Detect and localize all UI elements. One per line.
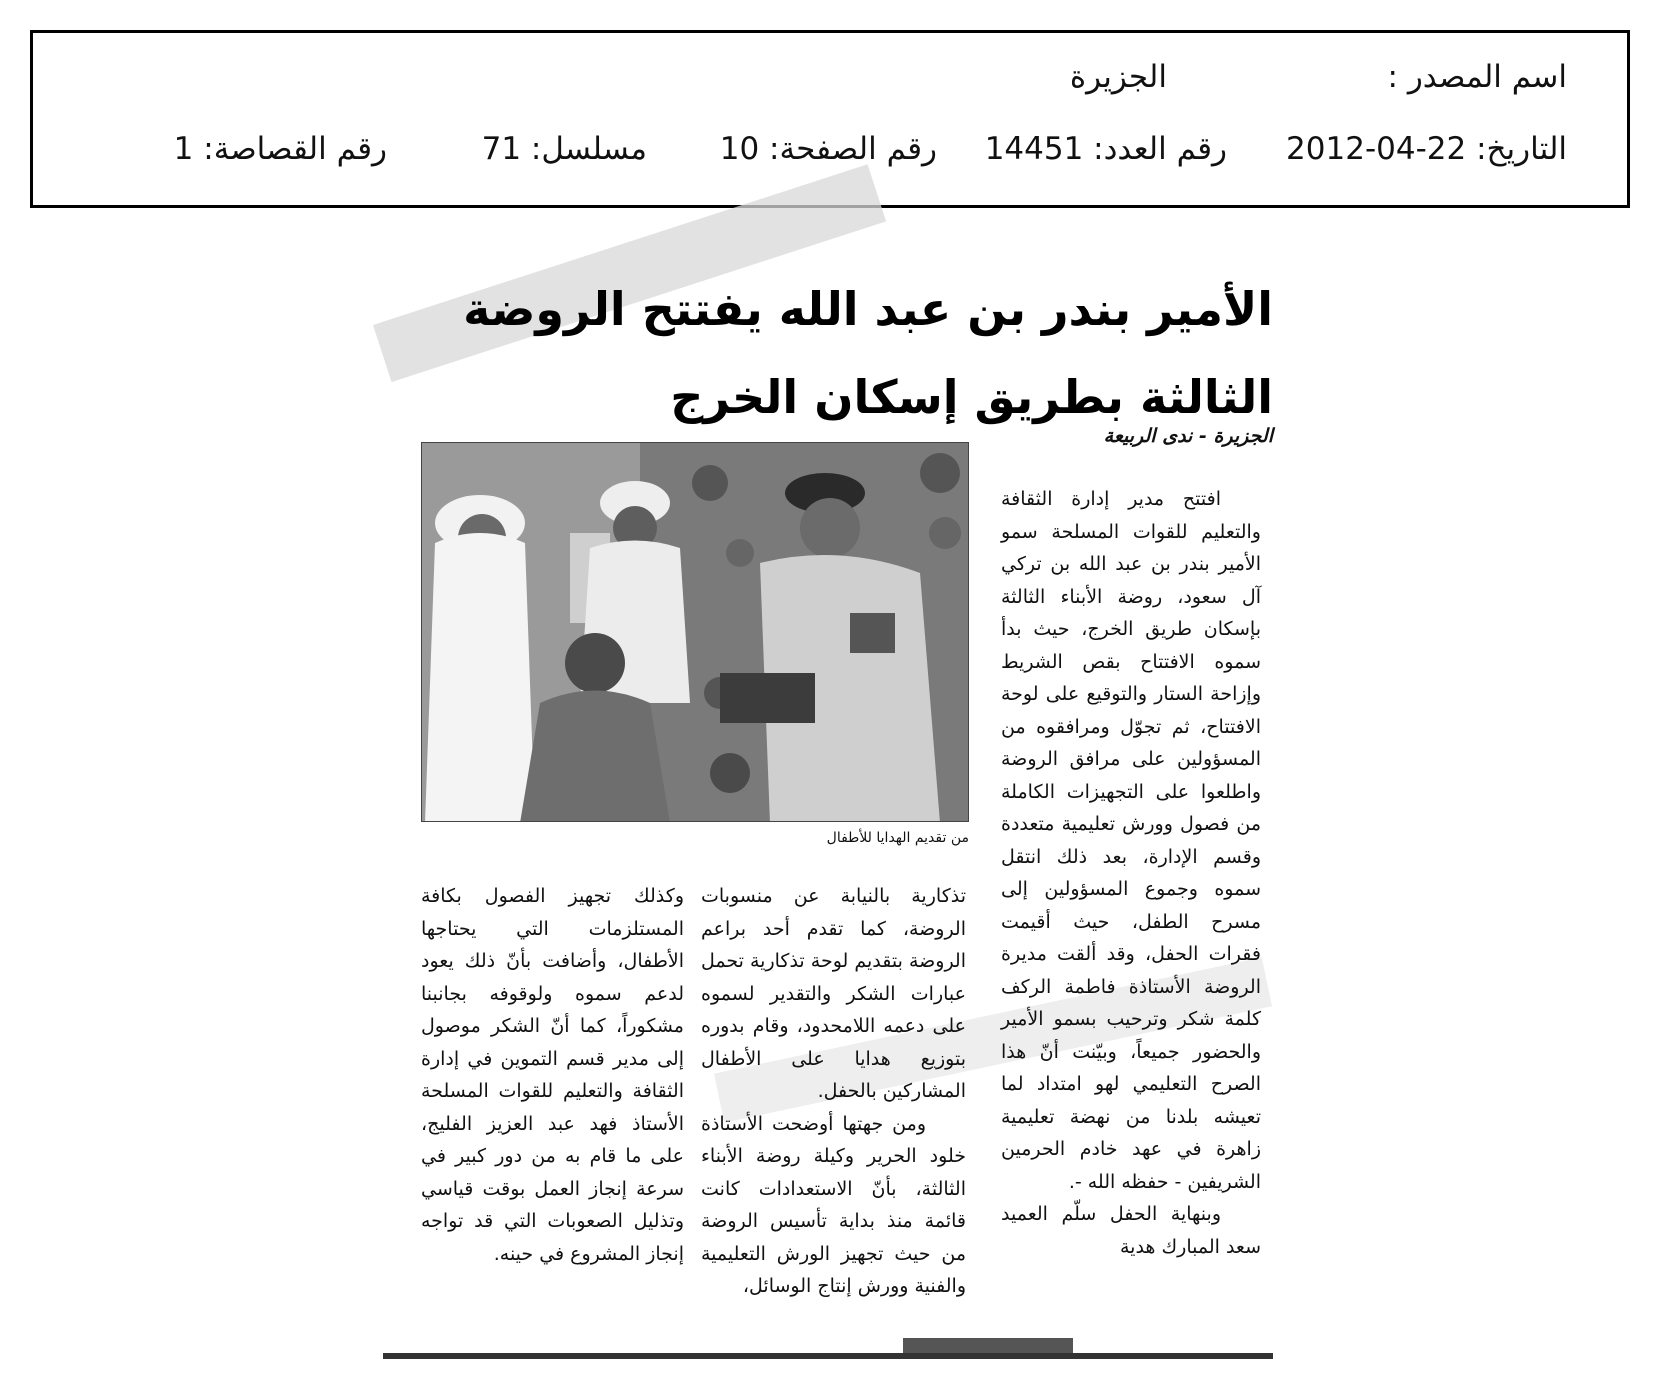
source-value: الجزيرة bbox=[1069, 59, 1167, 95]
issue-number-field: رقم العدد: 14451 bbox=[984, 131, 1227, 167]
article-byline: الجزيرة - ندى الربيعة bbox=[1103, 425, 1273, 447]
article-photo bbox=[421, 442, 969, 822]
column-2-text-1: تذكارية بالنيابة عن منسوبات الروضة، كما تقدم أحد براعم الروضة بتقديم لوحة تذكارية تحمل عبارات الشكر والتقدير لسموه على دعمه اللامحدود، وقام بدوره بتوزيع هدايا على الأطفال المشاركين بالحفل. bbox=[701, 885, 966, 1102]
date-field: التاريخ: 22-04-2012 bbox=[1286, 131, 1567, 167]
page-number-field: رقم الصفحة: 10 bbox=[719, 131, 937, 167]
column-3-text-1: وكذلك تجهيز الفصول بكافة المستلزمات التي يحتاجها الأطفال، وأضافت بأنّ ذلك يعود لدعم سموه ولوقوفه بجانبنا مشكوراً، كما أنّ الشكر موصول إلى مدير قسم التموين في إدارة الثقافة والتعليم للقوات المسلحة الأستاذ فهد عبد العزيز الفليج، على ما قام به من دور كبير في سرعة إنجاز العمل بوقت قياسي وتذليل الصعوبات التي قد تواجه إنجاز المشروع في حينه. bbox=[421, 885, 684, 1265]
article-column-1 bbox=[1001, 483, 1261, 1263]
photo-caption: من تقديم الهدايا للأطفال bbox=[826, 830, 969, 846]
article-column-2 bbox=[701, 880, 966, 1303]
column-1-text-2: وبنهاية الحفل سلّم العميد سعد المبارك هدية bbox=[1001, 1203, 1261, 1258]
footer-rule bbox=[383, 1353, 1273, 1359]
column-2-paragraph-1 bbox=[701, 880, 966, 1108]
newspaper-clipping bbox=[383, 235, 1273, 1377]
clip-number-field: رقم القصاصة: 1 bbox=[173, 131, 387, 167]
column-1-paragraph-1 bbox=[1001, 483, 1261, 1198]
article-column-3 bbox=[421, 880, 684, 1270]
photo-illustration bbox=[421, 443, 968, 822]
column-2-text-2: ومن جهتها أوضحت الأستاذة خلود الحرير وكيلة روضة الأبناء الثالثة، بأنّ الاستعدادات كانت قائمة منذ بداية تأسيس الروضة من حيث تجهيز الورش التعليمية والفنية وورش إنتاج الوسائل، bbox=[701, 1112, 966, 1297]
column-3-paragraph-1 bbox=[421, 880, 684, 1270]
column-1-text-1: افتتح مدير إدارة الثقافة والتعليم للقوات المسلحة سمو الأمير بندر بن عبد الله بن تركي آل سعود، روضة الأبناء الثالثة بإسكان طريق الخرج، حيث بدأ سموه الافتتاح بقص الشريط وإزاحة الستار والتوقيع على لوحة الافتتاح، ثم تجوّل ومرافقوه من المسؤولين على مرافق الروضة واطلعوا على التجهيزات الكاملة من فصول وورش تعليمية متعددة وقسم الإدارة، بعد ذلك انتقل سموه وجموع المسؤولين إلى مسرح الطفل، حيث أقيمت فقرات الحفل، وقد ألقت مديرة الروضة الأستاذة فاطمة الركف كلمة شكر وترحيب بسمو الأمير والحضور جميعاً، وبيّنت أنّ هذا الصرح التعليمي لهو امتداد لما تعيشه بلدنا من نهضة تعليمية زاهرة في عهد خادم الحرمين الشريفين - حفظه الله -. bbox=[1001, 488, 1261, 1193]
serial-field: مسلسل: 71 bbox=[481, 131, 647, 167]
column-2-paragraph-2 bbox=[701, 1108, 966, 1303]
source-label: اسم المصدر : bbox=[1387, 59, 1567, 95]
column-1-paragraph-2 bbox=[1001, 1198, 1261, 1263]
article-headline: الأمير بندر بن عبد الله يفتتح الروضة الثالثة بطريق إسكان الخرج bbox=[463, 282, 1273, 424]
